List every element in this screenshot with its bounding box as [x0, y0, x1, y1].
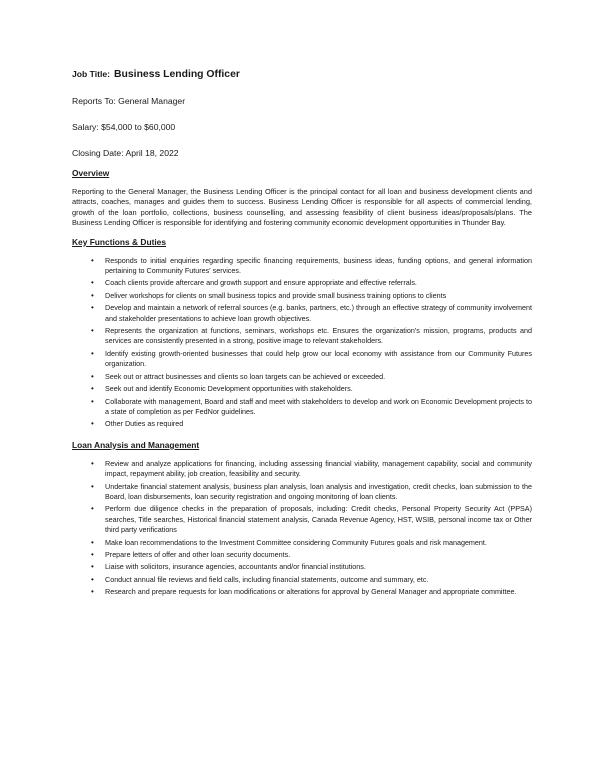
bullet-icon: •: [91, 458, 94, 468]
list-item-text: Perform due diligence checks in the preparation of proposals, including: Credit checks, Personal Property Security Act (PPSA) searches, Title searches, Historical financial statement analysis, Canada Revenue Agency, HST, WSIB, personal income tax or Other third party verifications: [105, 504, 532, 535]
bullet-icon: •: [91, 371, 94, 381]
list-item-text: Seek out and identify Economic Development opportunities with stakeholders.: [105, 384, 353, 394]
list-item-text: Make loan recommendations to the Investment Committee considering Community Futures goals and risk management.: [105, 537, 487, 547]
list-item: [72, 256, 532, 277]
bullet-icon: •: [91, 326, 94, 336]
list-item: [72, 278, 532, 288]
list-item-text: Develop and maintain a network of referral sources (e.g. banks, partners, etc.) through an effective strategy of community involvement and stakeholder presentations to achieve loan growth objectives.: [105, 303, 532, 323]
bullet-icon: •: [91, 504, 94, 514]
list-item: [72, 397, 532, 418]
overview-heading: Overview: [72, 168, 110, 178]
list-item-text: Responds to initial enquiries regarding specific financing requirements, business ideas, funding options, and general information pertaining to Community Futures' services.: [105, 255, 532, 276]
bullet-icon: •: [91, 303, 94, 313]
bullet-icon: •: [91, 419, 94, 429]
list-item-text: Coach clients provide aftercare and growth support and ensure appropriate and effective referrals.: [105, 278, 417, 288]
list-item-text: Collaborate with management, Board and staff and meet with stakeholders to develop and work on Economic Development projects to a state of completion as per FedNor guidelines.: [105, 396, 532, 416]
list-item-text: Deliver workshops for clients on small business topics and provide small business training options to clients: [105, 290, 447, 300]
key-functions-list: [72, 256, 532, 430]
loan-analysis-heading: Loan Analysis and Management: [72, 439, 200, 450]
bullet-icon: •: [91, 549, 94, 559]
bullet-icon: •: [91, 481, 94, 491]
job-title-label: Job Title:: [72, 69, 111, 79]
list-item: [72, 384, 532, 394]
list-item: [72, 562, 532, 572]
list-item: [72, 419, 532, 429]
list-item-text: Liaise with solicitors, insurance agencies, accountants and/or financial institutions.: [105, 562, 366, 572]
list-item: [72, 326, 532, 347]
key-functions-heading: Key Functions & Duties: [72, 236, 166, 247]
list-item: [72, 303, 532, 324]
bullet-icon: •: [91, 348, 94, 358]
document-body: [72, 68, 532, 608]
list-item-text: Seek out or attract businesses and clients so loan targets can be achieved or exceeded.: [105, 371, 386, 381]
list-item: [72, 372, 532, 382]
list-item-text: Prepare letters of offer and other loan security documents.: [105, 549, 291, 559]
bullet-icon: •: [91, 537, 94, 547]
closing-date: Closing Date: April 18, 2022: [72, 148, 179, 158]
list-item-text: Identify existing growth-oriented businesses that could help grow our local economy with assistance from our Community Futures organization.: [105, 348, 532, 369]
list-item: [72, 291, 532, 301]
list-item: [72, 482, 532, 503]
reports-to: Reports To: General Manager: [72, 96, 186, 106]
bullet-icon: •: [91, 574, 94, 584]
list-item: [72, 459, 532, 480]
list-item: [72, 504, 532, 535]
list-item-text: Undertake financial statement analysis, business plan analysis, loan analysis and investigation, credit checks, loan submission to the Board, loan disbursements, loan security registration and ongoing monitoring of loan clients.: [105, 481, 532, 501]
job-title-value: Business Lending Officer: [114, 69, 240, 80]
salary: Salary: $54,000 to $60,000: [72, 122, 176, 132]
bullet-icon: •: [91, 396, 94, 406]
bullet-icon: •: [91, 562, 94, 572]
bullet-icon: •: [91, 587, 94, 597]
bullet-icon: •: [91, 278, 94, 288]
bullet-icon: •: [91, 290, 94, 300]
list-item-text: Represents the organization at functions, seminars, workshops etc. Ensures the organization's mission, programs, products and services are consistently presented in a strong, positive image to relevant stakeholders.: [105, 326, 532, 346]
list-item-text: Conduct annual file reviews and field calls, including financial statements, outcome and summary, etc.: [105, 574, 429, 584]
list-item: [72, 575, 532, 585]
list-item-text: Review and analyze applications for financing, including assessing financial viability, management capability, social and community impact, repayment ability, job creation, feasibility and security.: [105, 458, 532, 479]
list-item: [72, 538, 532, 548]
loan-analysis-list: [72, 459, 532, 598]
job-title-line: [72, 68, 532, 81]
bullet-icon: •: [91, 384, 94, 394]
list-item-text: Research and prepare requests for loan modifications or alterations for approval by General Manager and appropriate committee.: [105, 587, 517, 597]
list-item: [72, 349, 532, 370]
overview-paragraph: Reporting to the General Manager, the Business Lending Officer is the principal contact for all loan and business development clients and attracts, coaches, manages and guides them to success. Business Lending Officer is responsible for all aspects of commercial lending, growth of the loan portfolio, collections, business counselling, and assessing feasibility of client business ideas/proposals/plans. The Business Lending Officer is responsible for identifying and fostering community economic development opportunities in Thunder Bay.: [72, 187, 532, 228]
bullet-icon: •: [91, 255, 94, 265]
list-item: [72, 550, 532, 560]
list-item: [72, 587, 532, 597]
list-item-text: Other Duties as required: [105, 419, 184, 429]
